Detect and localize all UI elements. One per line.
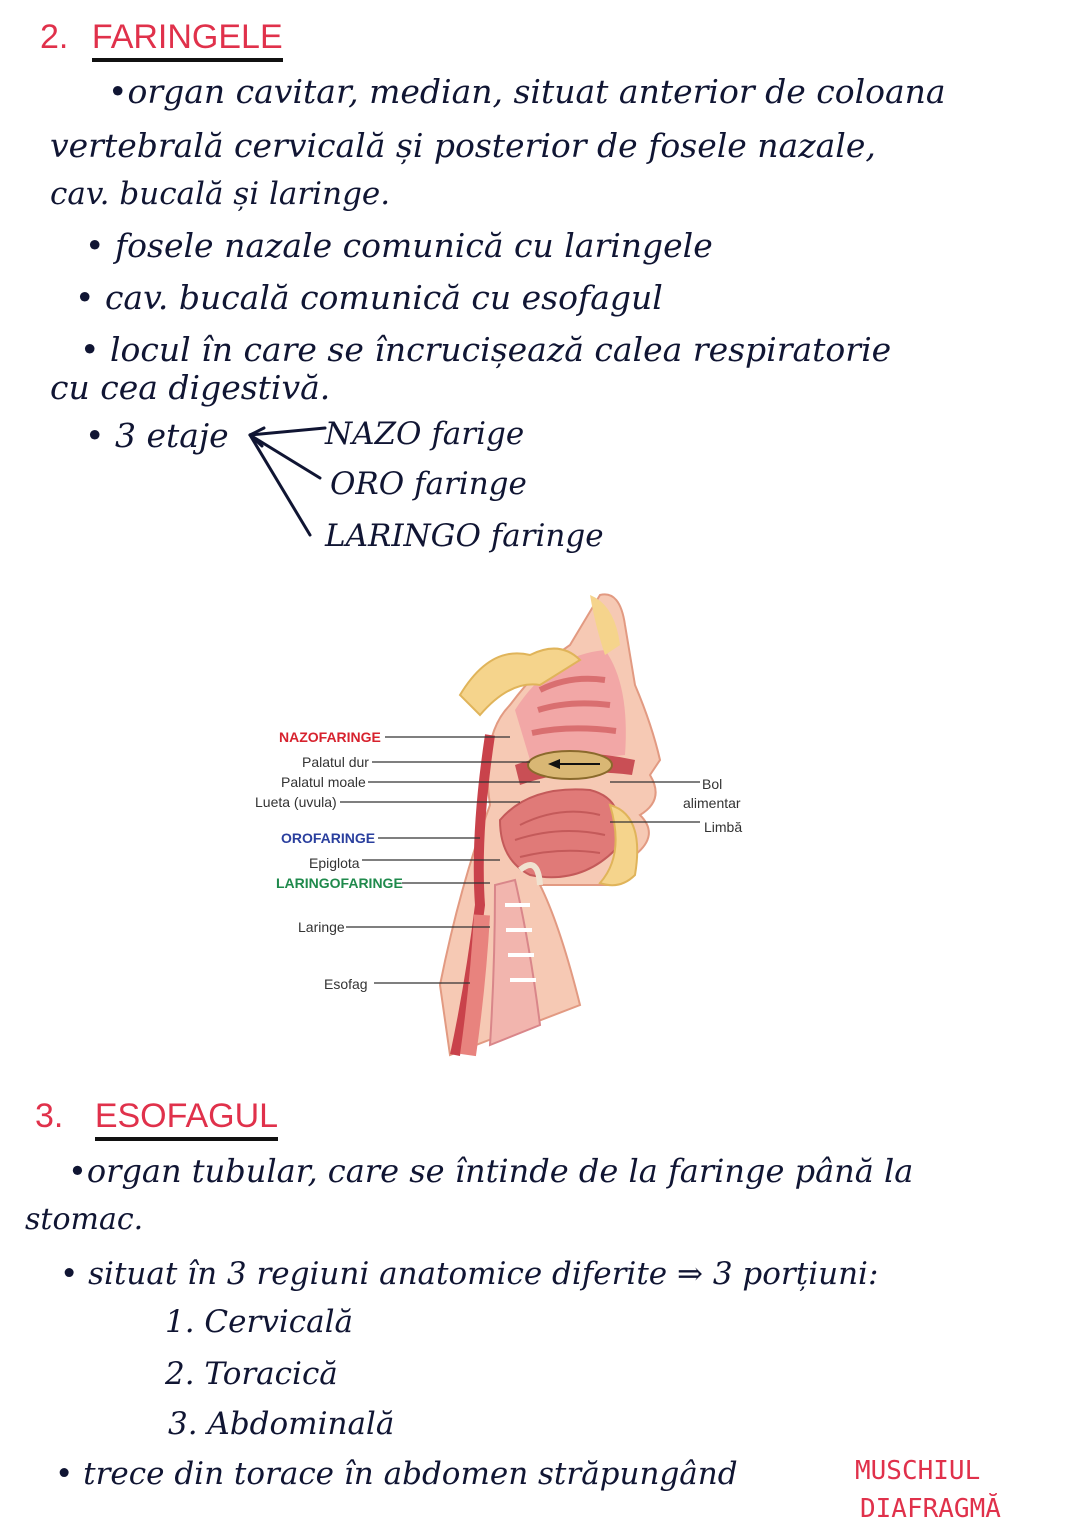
section-2-line-3: cav. bucală și laringe. <box>50 176 391 212</box>
label-laringofaringe: LARINGOFARINGE <box>276 875 403 891</box>
section-3-bullet-1: • situat în 3 regiuni anatomice diferite ⇒ 3 porțiuni: <box>60 1256 879 1292</box>
section-2-number: 2. <box>40 18 69 56</box>
label-alimentar: alimentar <box>683 795 741 811</box>
section-2-bullet-3b: cu cea digestivă. <box>50 368 331 407</box>
section-2-title: FARINGELE <box>92 18 283 62</box>
diagram-leader-lines <box>340 730 710 1000</box>
etaj-orofaringe: ORO faringe <box>330 466 527 502</box>
label-nazofaringe: NAZOFARINGE <box>279 729 381 745</box>
etaje-label: • 3 etaje <box>85 416 229 455</box>
label-lueta: Lueta (uvula) <box>255 794 337 810</box>
label-palatul-dur: Palatul dur <box>302 754 369 770</box>
portiune-cervicala: 1. Cervicală <box>165 1304 353 1340</box>
label-esofag: Esofag <box>324 976 368 992</box>
label-laringe: Laringe <box>298 919 345 935</box>
section-3-heading <box>35 1097 278 1136</box>
section-2-line-1: •organ cavitar, median, situat anterior de coloana <box>108 72 946 111</box>
label-palatul-moale: Palatul moale <box>281 774 366 790</box>
section-2-heading <box>40 18 283 57</box>
section-2-bullet-1: • fosele nazale comunică cu laringele <box>85 226 713 265</box>
section-3-line-1: •organ tubular, care se întinde de la faringe până la <box>68 1152 914 1190</box>
etaje-arrows <box>240 420 330 550</box>
highlight-diafragma: DIAFRAGMĂ <box>860 1494 1001 1524</box>
label-epiglota: Epiglota <box>309 855 360 871</box>
label-bol: Bol <box>702 776 723 792</box>
section-2-line-2: vertebrală cervicală și posterior de fosele nazale, <box>50 126 876 165</box>
highlight-muschiul: MUSCHIUL <box>855 1456 981 1486</box>
label-limba: Limbă <box>704 819 743 835</box>
section-2-bullet-2: • cav. bucală comunică cu esofagul <box>75 278 663 317</box>
label-orofaringe: OROFARINGE <box>281 830 376 846</box>
section-3-bullet-2: • trece din torace în abdomen străpungând <box>55 1456 738 1492</box>
portiune-abdominala: 3. Abdominală <box>168 1406 395 1442</box>
etaj-laringofaringe: LARINGO faringe <box>325 518 604 554</box>
section-3-number: 3. <box>35 1097 64 1135</box>
section-3-line-2: stomac. <box>25 1202 144 1237</box>
etaj-nazofaringe: NAZO farige <box>325 416 525 452</box>
section-2-bullet-3a: • locul în care se încrucișează calea respiratorie <box>80 330 892 369</box>
section-3-title: ESOFAGUL <box>95 1097 278 1141</box>
portiune-toracica: 2. Toracică <box>165 1356 338 1392</box>
